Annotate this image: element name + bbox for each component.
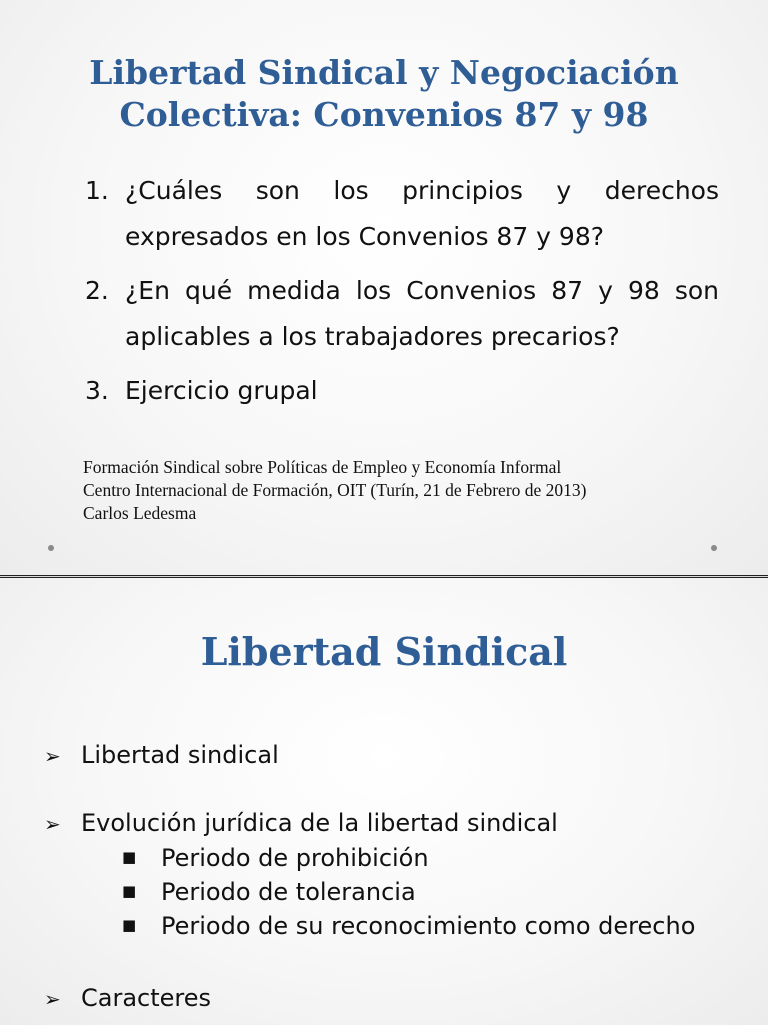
question-text: ¿En qué medida los Convenios 87 y 98 son aplicables a los trabajadores precarios? <box>125 276 719 351</box>
bullet-text: Caracteres <box>81 984 212 1012</box>
slide-1-title-line-2: Colectiva: Convenios 87 y 98 <box>119 95 649 134</box>
question-item-3 <box>85 368 719 414</box>
question-item-1 <box>85 168 719 260</box>
sub-bullet-item <box>122 844 429 872</box>
slide-dot-left <box>48 545 54 551</box>
slide-2-title: Libertad Sindical <box>200 629 568 674</box>
arrow-bullet-icon: ➢ <box>44 987 61 1011</box>
sub-bullet-item <box>122 878 416 906</box>
question-number: 3. <box>85 376 109 405</box>
credits-line-author: Carlos Ledesma <box>83 503 197 523</box>
question-text: ¿Cuáles son los principios y derechos expresados en los Convenios 87 y 98? <box>125 176 719 251</box>
sub-bullet-text: Periodo de prohibición <box>161 844 429 872</box>
bullet-text: Evolución jurídica de la libertad sindical <box>81 809 558 837</box>
bullet-item <box>44 809 558 837</box>
question-number: 2. <box>85 276 109 305</box>
bullet-item <box>44 741 279 769</box>
bullet-item <box>44 984 211 1012</box>
sub-bullet-text: Periodo de su reconocimiento como derecho <box>161 912 696 940</box>
arrow-bullet-icon: ➢ <box>44 744 61 768</box>
sub-bullet-text: Periodo de tolerancia <box>161 878 416 906</box>
question-item-2 <box>85 268 719 360</box>
credits <box>83 456 587 525</box>
slide-1-title-line-1: Libertad Sindical y Negociación <box>89 53 679 92</box>
credits-line-course: Formación Sindical sobre Políticas de Empleo y Economía Informal <box>83 457 562 477</box>
question-text: Ejercicio grupal <box>125 376 318 405</box>
square-bullet-icon: ■ <box>122 916 137 934</box>
sub-bullet-item <box>122 912 695 940</box>
credits-line-center: Centro Internacional de Formación, OIT (Turín, 21 de Febrero de 2013) <box>83 480 587 500</box>
slide-2 <box>0 577 768 1025</box>
question-list <box>85 168 719 422</box>
slide-1-title <box>0 52 768 136</box>
question-number: 1. <box>85 176 109 205</box>
slide-dot-right <box>711 545 717 551</box>
bullet-text: Libertad sindical <box>81 741 279 769</box>
arrow-bullet-icon: ➢ <box>44 812 61 836</box>
square-bullet-icon: ■ <box>122 882 137 900</box>
square-bullet-icon: ■ <box>122 848 137 866</box>
